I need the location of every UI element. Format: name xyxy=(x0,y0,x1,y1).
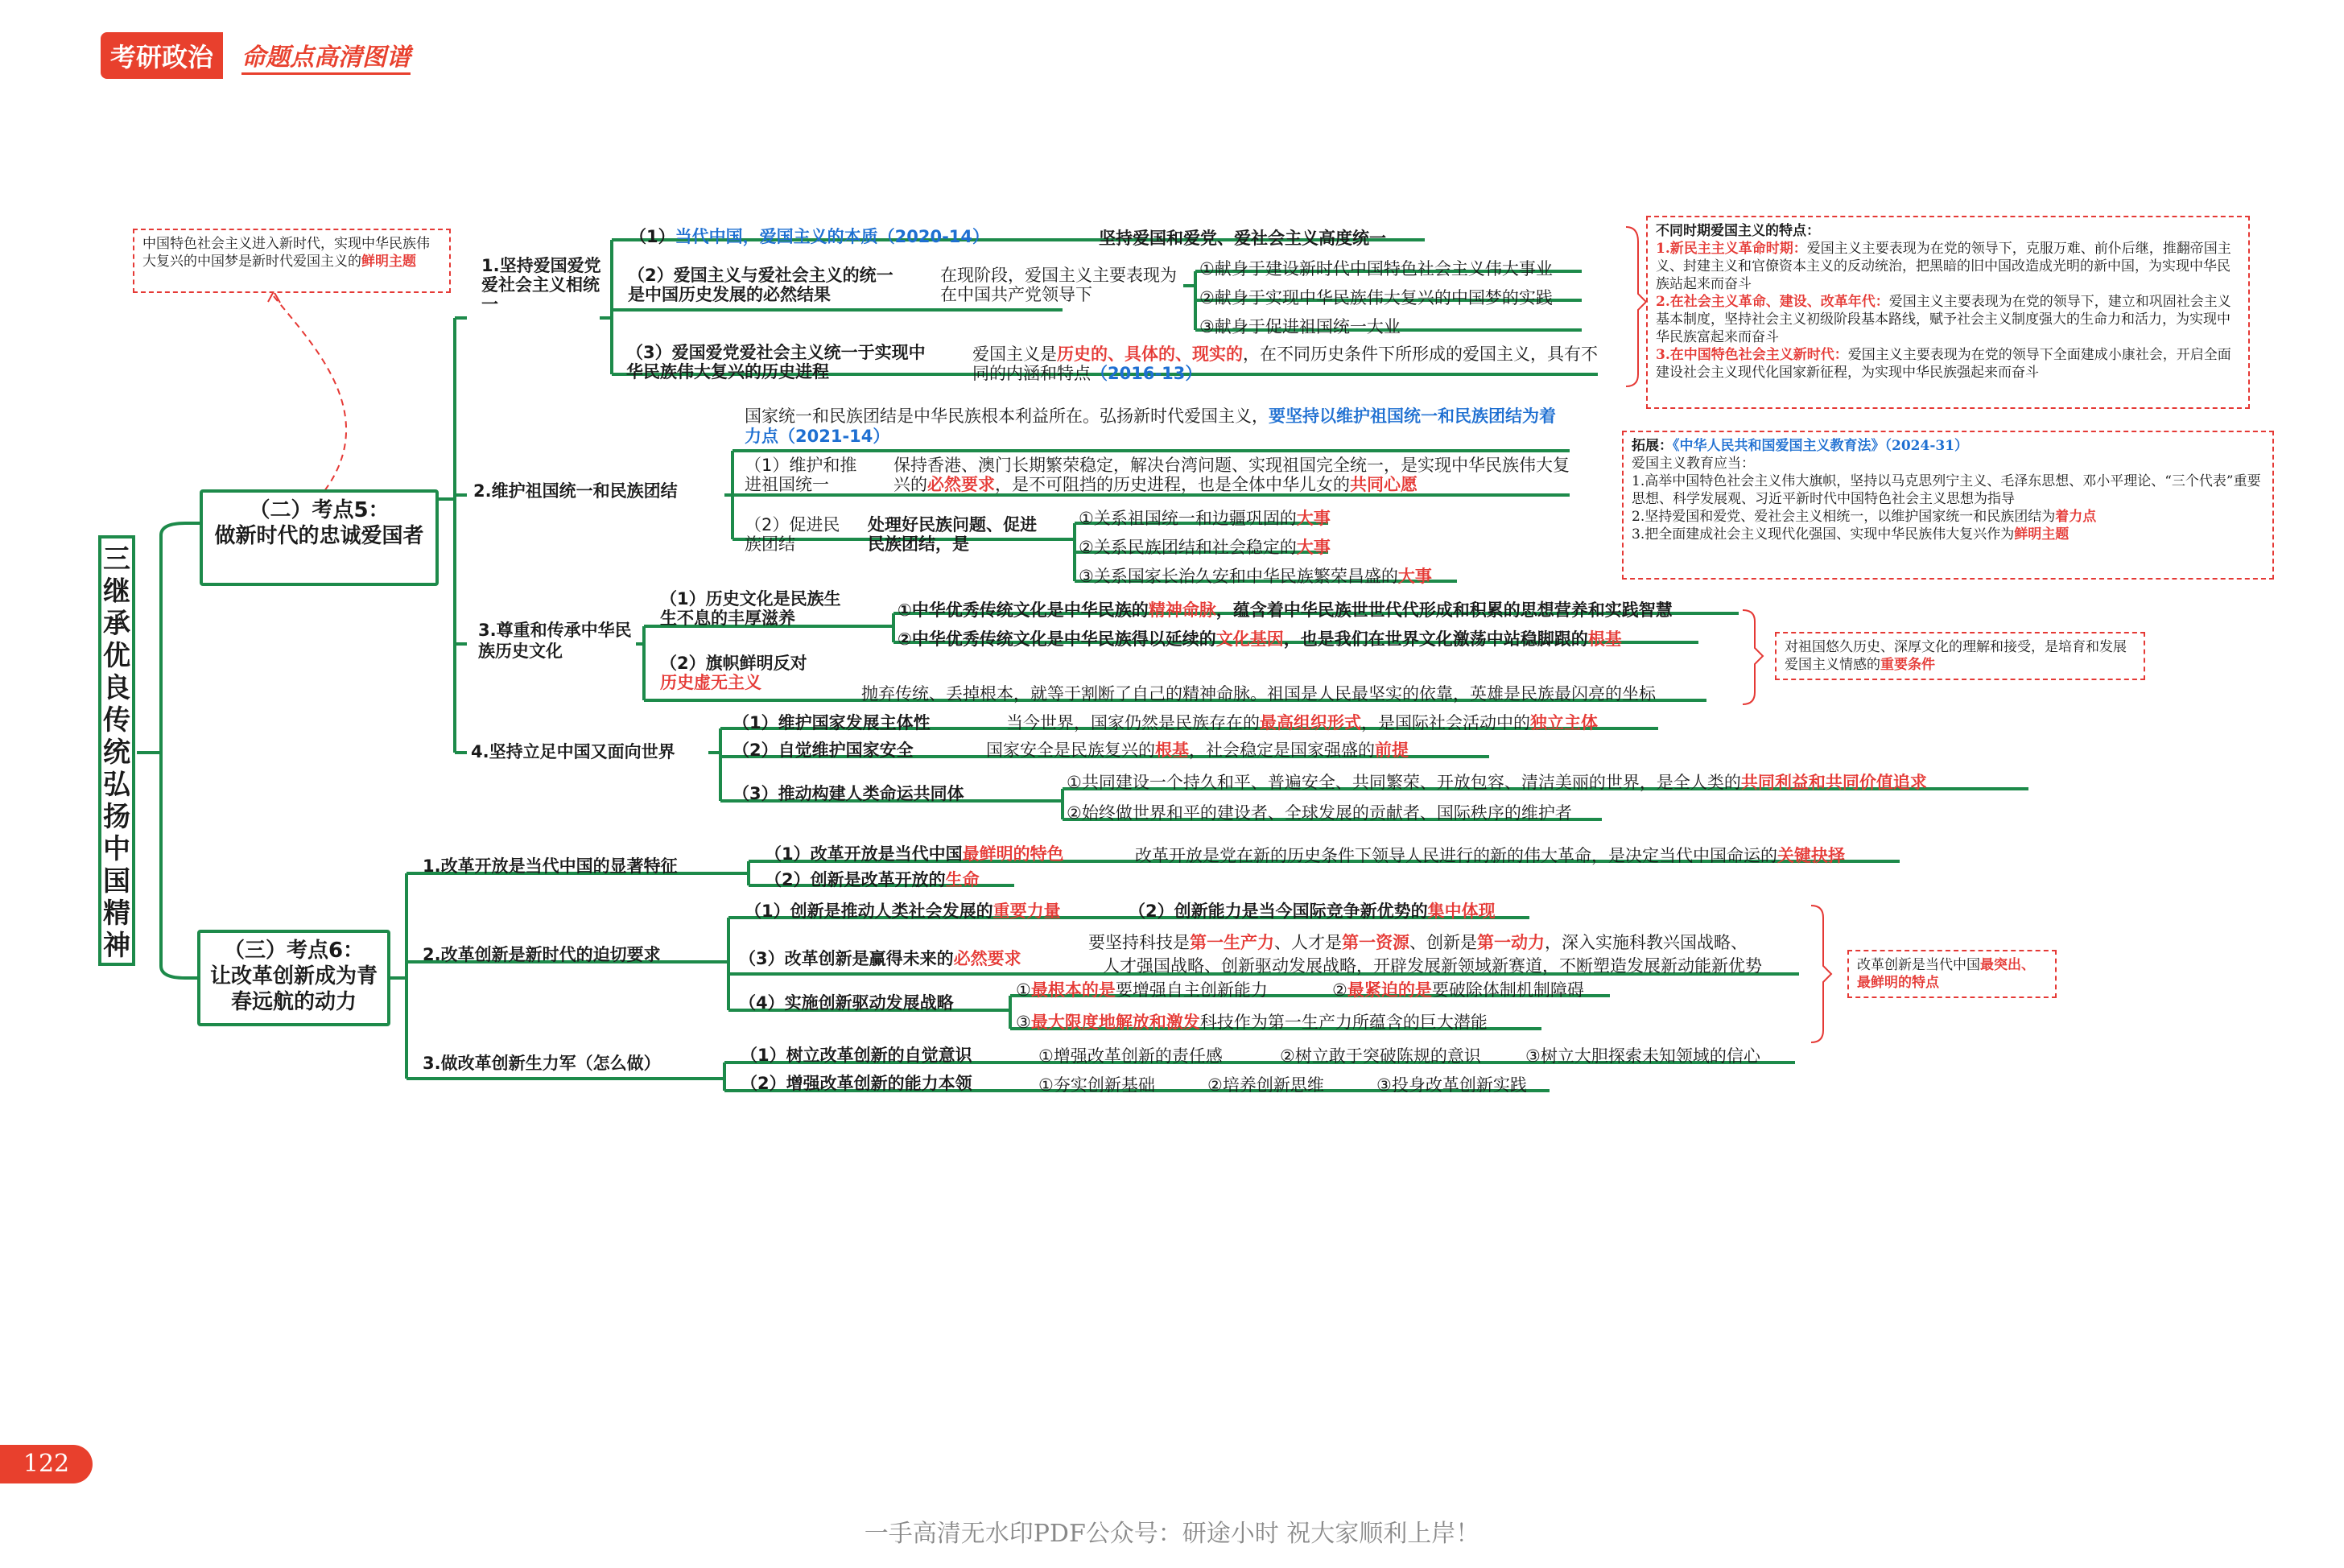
note-law-title: 拓展：《中华人民共和国爱国主义教育法》（2024-31） xyxy=(1632,438,1969,454)
kp5-title: （二）考点5： xyxy=(249,498,390,522)
branch3-label: 3.尊重和传承中华民族历史文化 xyxy=(478,621,632,661)
b2-s2-item1: ①关系祖国统一和边疆巩固的大事 xyxy=(1079,509,1331,528)
note-culture xyxy=(1775,632,2145,680)
c2-s4-item1: ①最根本的是要增强自主创新能力 xyxy=(1016,980,1268,1000)
b3-s2-detail: 抛弃传统、丢掉根本，就等于割断了自己的精神命脉。祖国是人民最坚实的依靠，英雄是民族最闪亮的坐标 xyxy=(861,684,1656,704)
b3-s2: （2）旗帜鲜明反对历史虚无主义 xyxy=(660,654,807,692)
c1-s2: （2）创新是改革开放的生命 xyxy=(765,870,980,889)
header-badge: 考研政治 xyxy=(101,32,223,79)
c3-s1-item1: ①增强改革创新的责任感 xyxy=(1038,1046,1223,1066)
b1-s1: （1）当代中国，爱国主义的本质（2020-14） xyxy=(629,227,990,246)
b2-s2-item3: ③关系国家长治久安和中华民族繁荣昌盛的大事 xyxy=(1079,567,1432,586)
c3-s1: （1）树立改革创新的自觉意识 xyxy=(741,1046,972,1065)
note-law-l3: 3.把全面建成社会主义现代化强国、实现中华民族伟大复兴作为鲜明主题 xyxy=(1632,526,2070,543)
b4-s3: （3）推动构建人类命运共同体 xyxy=(732,784,964,803)
note-culture-text: 对祖国悠久历史、深厚文化的理解和接受，是培育和发展爱国主义情感的 xyxy=(1785,639,2127,673)
b1-s3: （3）爱国爱党爱社会主义统一于实现中华民族伟大复兴的历史进程 xyxy=(626,343,926,382)
c3-s2: （2）增强改革创新的能力本领 xyxy=(741,1074,972,1093)
note-law-l0: 爱国主义教育应当： xyxy=(1632,456,1755,472)
c2-s3: （3）改革创新是赢得未来的必然要求 xyxy=(739,949,1021,968)
c2-s4: （4）实施创新驱动发展战略 xyxy=(739,993,954,1013)
page-number: 122 xyxy=(0,1445,93,1483)
c3-s2-item3: ③投身改革创新实践 xyxy=(1376,1075,1527,1095)
c2-s4-item2: ②最紧迫的是要破除体制机制障碍 xyxy=(1332,980,1584,1000)
note-periods-p3: 3.在中国特色社会主义新时代：爱国主义主要表现为在党的领导下全面建成小康社会，开启全面建设社会主义现代化国家新征程，为实现中华民族强起来而奋斗 xyxy=(1656,347,2231,381)
kp6-box xyxy=(197,930,390,1026)
kp6-title: （三）考点6： xyxy=(223,939,365,963)
b4-s1: （1）维护国家发展主体性 xyxy=(732,713,931,732)
branch1-label: 1.坚持爱国爱党爱社会主义相统一 xyxy=(481,256,601,314)
c3-label: 3.做改革创新生力军（怎么做） xyxy=(423,1054,661,1073)
c2-label: 2.改革创新是新时代的迫切要求 xyxy=(423,945,661,964)
note-periods-p1: 1.新民主主义革命时期：爱国主义主要表现为在党的领导下，克服万难、前仆后继，推翻帝国主义、封建主义和官僚资本主义的反动统治，把黑暗的旧中国改造成光明的新中国，为实现中华民族站起来而奋斗 xyxy=(1656,241,2231,292)
c3-s1-item3: ③树立大胆探索未知领域的信心 xyxy=(1525,1046,1760,1066)
b1-s2-detail: 在现阶段，爱国主义主要表现为在中国共产党领导下 xyxy=(940,266,1177,304)
b2-s2-detail: 处理好民族问题、促进民族团结，是 xyxy=(868,515,1037,554)
b1-s1-detail: 坚持爱国和爱党、爱社会主义高度统一 xyxy=(1099,229,1386,248)
b2-s2-item2: ②关系民族团结和社会稳定的大事 xyxy=(1079,538,1331,557)
c2-s4-item3: ③最大限度地解放和激发科技作为第一生产力所蕴含的巨大潜能 xyxy=(1016,1013,1488,1032)
b1-s2: （2）爱国主义与爱社会主义的统一是中国历史发展的必然结果 xyxy=(628,266,893,304)
c1-s1: （1）改革开放是当代中国最鲜明的特色 xyxy=(765,844,1064,864)
note-law-l2: 2.坚持爱国和爱党、爱社会主义相统一，以维护国家统一和民族团结为着力点 xyxy=(1632,509,2097,525)
note-periods-p2: 2.在社会主义革命、建设、改革年代：爱国主义主要表现为在党的领导下，建立和巩固社会主义基本制度，坚持社会主义初级阶段基本路线，赋予社会主义制度强大的生命力和活力，为实现中华民族富起来而奋斗 xyxy=(1656,294,2231,345)
c2-s3-detail1: 要坚持科技是第一生产力、人才是第一资源、创新是第一动力，深入实施科教兴国战略、 xyxy=(1088,933,1748,952)
b3-s1-item1: ①中华优秀传统文化是中华民族的精神命脉，蕴含着中华民族世世代代形成和积累的思想营养和实践智慧 xyxy=(898,600,1673,620)
b3-s1-item2: ②中华优秀传统文化是中华民族得以延续的文化基因，也是我们在世界文化激荡中站稳脚跟的根基 xyxy=(898,629,1622,649)
b1-s2-item3: ③献身于促进祖国统一大业 xyxy=(1199,317,1401,336)
note-reform-highlight: 最突出、最鲜明的特点 xyxy=(1857,957,2035,991)
b1-s2-item2: ②献身于实现中华民族伟大复兴的中国梦的实践 xyxy=(1199,288,1553,307)
note-new-era xyxy=(133,229,451,293)
b4-s1-detail: 当今世界，国家仍然是民族存在的最高组织形式，是国际社会活动中的独立主体 xyxy=(1006,713,1598,732)
header-subtitle: 命题点高清图谱 xyxy=(241,37,411,75)
branch2-label: 2.维护祖国统一和民族团结 xyxy=(473,481,678,501)
branch4-label: 4.坚持立足中国又面向世界 xyxy=(471,742,675,761)
b2-intro: 国家统一和民族团结是中华民族根本利益所在。弘扬新时代爱国主义，要坚持以维护祖国统一和民族团结为着力点（2021-14） xyxy=(745,406,1556,446)
kp5-name: 做新时代的忠诚爱国者 xyxy=(214,524,424,548)
b4-s2: （2）自觉维护国家安全 xyxy=(732,741,914,760)
note-periods-title: 不同时期爱国主义的特点： xyxy=(1656,223,1820,239)
kp6-name: 让改革创新成为青春远航的动力 xyxy=(209,964,378,1014)
b4-s2-detail: 国家安全是民族复兴的根基，社会稳定是国家强盛的前提 xyxy=(986,741,1409,760)
root-topic: 三 继承优良传统 弘扬中国精神 xyxy=(98,535,135,966)
b1-s3-detail: 爱国主义是历史的、具体的、现实的，在不同历史条件下所形成的爱国主义，具有不同的内涵和特点（2016-13） xyxy=(972,345,1598,383)
note-new-era-text: 中国特色社会主义进入新时代，实现中华民族伟大复兴的中国梦是新时代爱国主义的 xyxy=(142,236,430,270)
b2-s2: （2）促进民族团结 xyxy=(745,515,840,554)
note-reform-text: 改革创新是当代中国 xyxy=(1857,957,1980,973)
c3-s2-item2: ②培养创新思维 xyxy=(1207,1075,1324,1095)
footer-watermark: 一手高清无水印PDF公众号：研途小时 祝大家顺利上岸！ xyxy=(864,1520,1480,1548)
b4-s3-item2: ②始终做世界和平的建设者、全球发展的贡献者、国际秩序的维护者 xyxy=(1067,803,1572,823)
note-law-l1: 1.高举中国特色社会主义伟大旗帜，坚持以马克思列宁主义、毛泽东思想、邓小平理论、“三个代表”重要思想、科学发展观、习近平新时代中国特色社会主义思想为指导 xyxy=(1632,473,2261,507)
note-culture-highlight: 重要条件 xyxy=(1880,657,1935,673)
kp5-box xyxy=(200,489,439,586)
c2-s3-detail2: 人才强国战略、创新驱动发展战略，开辟发展新领域新赛道，不断塑造发展新动能新优势 xyxy=(1103,956,1762,976)
b2-s1-detail: 保持香港、澳门长期繁荣稳定，解决台湾问题、实现祖国完全统一，是实现中华民族伟大复兴的必然要求，是不可阻挡的历史进程，也是全体中华儿女的共同心愿 xyxy=(893,456,1570,494)
note-reform xyxy=(1847,950,2057,998)
b2-s1: （1）维护和推进祖国统一 xyxy=(745,456,857,494)
c2-s1: （1）创新是推动人类社会发展的重要力量 xyxy=(745,902,1061,921)
c3-s2-item1: ①夯实创新基础 xyxy=(1038,1075,1155,1095)
b1-s2-item1: ①献身于建设新时代中国特色社会主义伟大事业 xyxy=(1199,259,1553,279)
c2-s2: （2）创新能力是当今国际竞争新优势的集中体现 xyxy=(1129,902,1496,921)
c1-label: 1.改革开放是当代中国的显著特征 xyxy=(423,856,678,876)
note-periods xyxy=(1646,216,2250,409)
note-law xyxy=(1622,431,2274,580)
c3-s1-item2: ②树立敢于突破陈规的意识 xyxy=(1280,1046,1481,1066)
b4-s3-item1: ①共同建设一个持久和平、普遍安全、共同繁荣、开放包容、清洁美丽的世界，是全人类的共同利益和共同价值追求 xyxy=(1067,773,1927,792)
c1-s1-detail: 改革开放是党在新的历史条件下领导人民进行的新的伟大革命，是决定当代中国命运的关键抉择 xyxy=(1135,846,1845,865)
b3-s1: （1）历史文化是民族生生不息的丰厚滋养 xyxy=(660,589,841,628)
note-new-era-highlight: 鲜明主题 xyxy=(361,254,416,270)
